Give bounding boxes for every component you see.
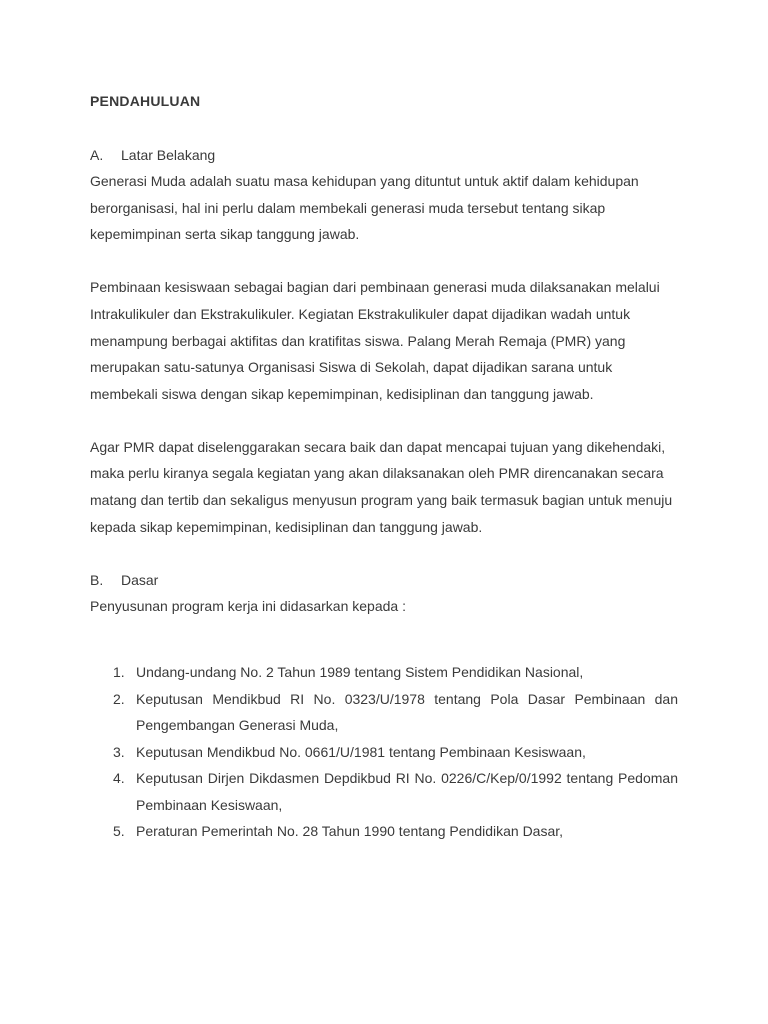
list-item-number: 3. <box>113 743 125 760</box>
section-a-paragraph-3: Agar PMR dapat diselenggarakan secara baik dan dapat mencapai tujuan yang dikehendaki, maka perlu kiranya segala kegiatan yang akan dilaksanakan oleh PMR direncanakan secara matang dan tertib dan sekaligus menyusun program yang baik termasuk bagian untuk menuju kepada sikap kepemimpinan, kedisiplinan dan tanggung jawab. <box>90 438 673 535</box>
list-item <box>90 739 678 766</box>
list-item-text: Keputusan Mendikbud No. 0661/U/1981 tentang Pembinaan Kesiswaan, <box>136 743 586 760</box>
section-b-heading <box>90 567 678 593</box>
section-b-title: Dasar <box>121 572 159 589</box>
list-item-text: Keputusan Mendikbud RI No. 0323/U/1978 tentang Pola Dasar Pembinaan dan Pengembangan Generasi Muda, <box>136 690 678 734</box>
section-a-paragraph-1: Generasi Muda adalah suatu masa kehidupan yang dituntut untuk aktif dalam kehidupan berorganisasi, hal ini perlu dalam membekali generasi muda tersebut tentang sikap kepemimpinan serta sikap tanggung jawab. <box>90 173 639 243</box>
document-page <box>90 88 678 845</box>
list-item-number: 1. <box>113 664 125 681</box>
list-item-number: 5. <box>113 823 125 840</box>
section-a-letter: A. <box>90 147 104 163</box>
legal-basis-list <box>90 659 678 845</box>
list-item <box>90 659 678 686</box>
section-b-letter: B. <box>90 572 104 589</box>
list-item-text: Keputusan Dirjen Dikdasmen Depdikbud RI No. 0226/C/Kep/0/1992 tentang Pedoman Pembinaan Kesiswaan, <box>136 770 678 813</box>
list-item-number: 4. <box>113 770 125 787</box>
list-item-number: 2. <box>113 690 125 707</box>
section-a-title: Latar Belakang <box>121 147 216 163</box>
section-a-heading <box>90 142 678 168</box>
list-item <box>90 686 678 739</box>
list-item <box>90 818 678 845</box>
section-b-intro: Penyusunan program kerja ini didasarkan kepada : <box>90 598 406 615</box>
section-a-paragraph-2: Pembinaan kesiswaan sebagai bagian dari pembinaan generasi muda dilaksanakan melalui Intrakulikuler dan Ekstrakulikuler. Kegiatan Ekstrakulikuler dapat dijadikan wadah untuk menampung berbagai aktifitas dan kratifitas siswa. Palang Merah Remaja (PMR) yang merupakan satu-satunya Organisasi Siswa di Sekolah, dapat dijadikan sarana untuk membekali siswa dengan sikap kepemimpinan, kedisiplinan dan tanggung jawab. <box>90 279 660 402</box>
list-item <box>90 765 678 818</box>
list-item-text: Undang-undang No. 2 Tahun 1989 tentang Sistem Pendidikan Nasional, <box>136 664 584 681</box>
list-item-text: Peraturan Pemerintah No. 28 Tahun 1990 tentang Pendidikan Dasar, <box>136 823 564 840</box>
document-title: PENDAHULUAN <box>90 93 201 109</box>
